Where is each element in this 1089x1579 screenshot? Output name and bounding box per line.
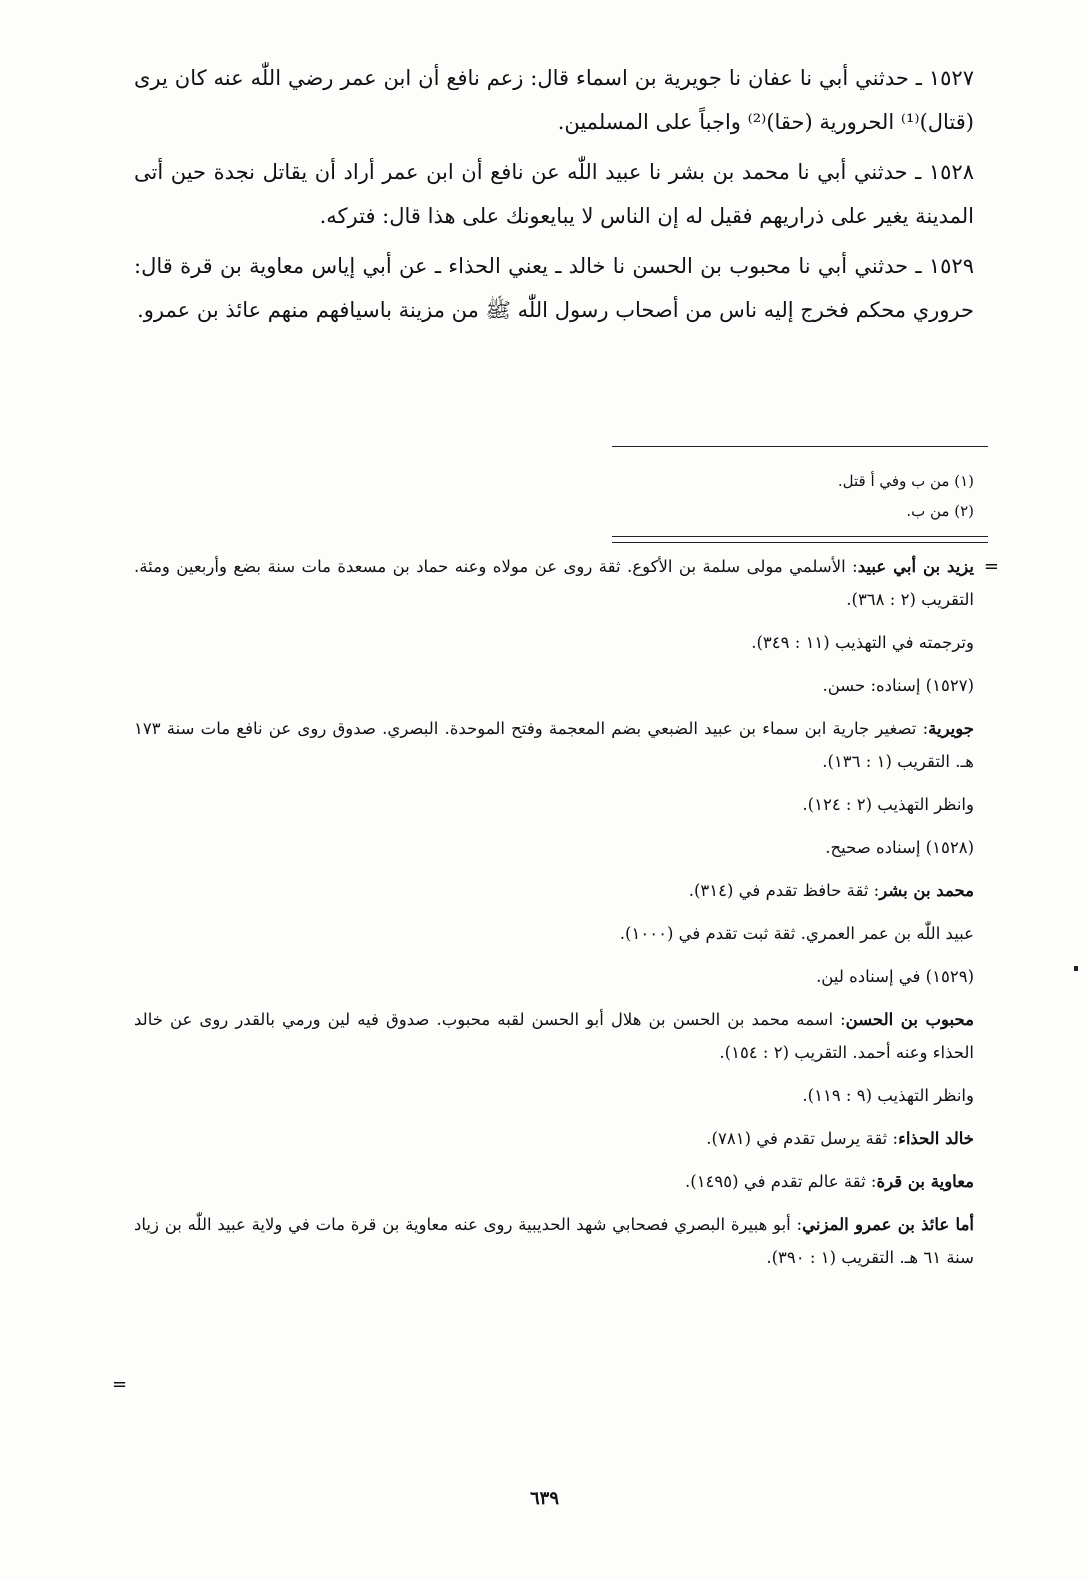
commentary-rule-bottom [612,542,988,543]
footnote-separator [612,446,988,447]
narrator-name: معاوية بن قرة [876,1172,974,1191]
scan-mark [1074,966,1078,971]
hadith-1528: ١٥٢٨ ـ حدثني أبي نا محمد بن بشر نا عبيد اللّٰه عن نافع أن ابن عمر أراد أن يقاتل نجدة حين أتى المدينة يغير على ذراريهم فقيل له إن الناس لا يبايعونك على هذا قال: فتركه. [134,160,974,228]
commentary-entry: وانظر التهذيب (٢ : ١٢٤). [802,795,974,814]
narrator-name: محمد بن بشر [879,881,974,900]
commentary-entry: جويرية: تصغير جارية ابن سماء بن عبيد الضبعي بضم المعجمة وفتح الموحدة. البصري. صدوق روى عن نافع مات سنة ١٧٣ هـ. التقريب (١ : ١٣٦). [134,719,974,771]
narrator-name: محبوب بن الحسن [845,1010,974,1029]
narrator-name: جويرية [928,719,974,738]
narrator-name: أما عائذ بن عمرو المزني [802,1215,975,1234]
commentary-entry: وانظر التهذيب (٩ : ١١٩). [802,1086,974,1105]
commentary [134,550,974,1284]
continuation-mark-top: = [983,556,999,577]
footnote-2: (٢) من ب. [906,502,974,520]
commentary-entry: معاوية بن قرة: ثقة عالم تقدم في (١٤٩٥). [685,1172,974,1191]
commentary-entry: خالد الحذاء: ثقة يرسل تقدم في (٧٨١). [706,1129,974,1148]
narrator-name: خالد الحذاء [898,1129,974,1148]
footnote-1: (١) من ب وفي أ قتل. [837,472,974,490]
commentary-entry: محبوب بن الحسن: اسمه محمد بن الحسن بن هلال أبو الحسن لقبه محبوب. صدوق فيه لين ورمي بالقدر روى عن خالد الحذاء وعنه أحمد. التقريب (٢ : ١٥٤). [134,1010,974,1062]
commentary-entry: محمد بن بشر: ثقة حافظ تقدم في (٣١٤). [688,881,974,900]
commentary-entry: أما عائذ بن عمرو المزني: أبو هبيرة البصري فصحابي شهد الحديبية روى عنه معاوية بن قرة مات في ولاية عبيد اللّٰه بن زياد سنة ٦١ هـ. التقريب (١ : ٣٩٠). [134,1215,975,1267]
hadith-1527: ١٥٢٧ ـ حدثني أبي نا عفان نا جويرية بن اسماء قال: زعم نافع أن ابن عمر رضي اللّٰه عنه كان يرى (قتال)⁽¹⁾ الحرورية (حقا)⁽²⁾ واجباً على المسلمين. [134,66,974,134]
narrator-name: يزيد بن أبي عبيد [857,557,974,576]
hadith-1529: ١٥٢٩ ـ حدثني أبي نا محبوب بن الحسن نا خالد ـ يعني الحذاء ـ عن أبي إياس معاوية بن قرة قال: حروري محكم فخرج إليه ناس من أصحاب رسول اللّٰه ﷺ من مزينة باسيافهم منهم عائذ بن عمرو. [134,254,974,322]
commentary-entry: (١٥٢٧) إسناده: حسن. [822,676,974,695]
commentary-entry: عبيد اللّٰه بن عمر العمري. ثقة ثبت تقدم في (١٠٠٠). [619,924,974,943]
commentary-entry: وترجمته في التهذيب (١١ : ٣٤٩). [751,633,974,652]
commentary-entry: (١٥٢٨) إسناده صحيح. [825,838,974,857]
page-number: ٦٣٩ [529,1488,559,1509]
hadith-text [134,56,974,338]
footnotes [134,466,974,526]
commentary-rule-top [612,536,988,537]
continuation-mark-bottom: = [112,1374,128,1395]
commentary-entry: يزيد بن أبي عبيد: الأسلمي مولى سلمة بن الأكوع. ثقة روى عن مولاه وعنه حماد بن مسعدة مات سنة بضع وأربعين ومئة. التقريب (٢ : ٣٦٨). [134,557,974,609]
commentary-entry: (١٥٢٩) في إسناده لين. [816,967,974,986]
